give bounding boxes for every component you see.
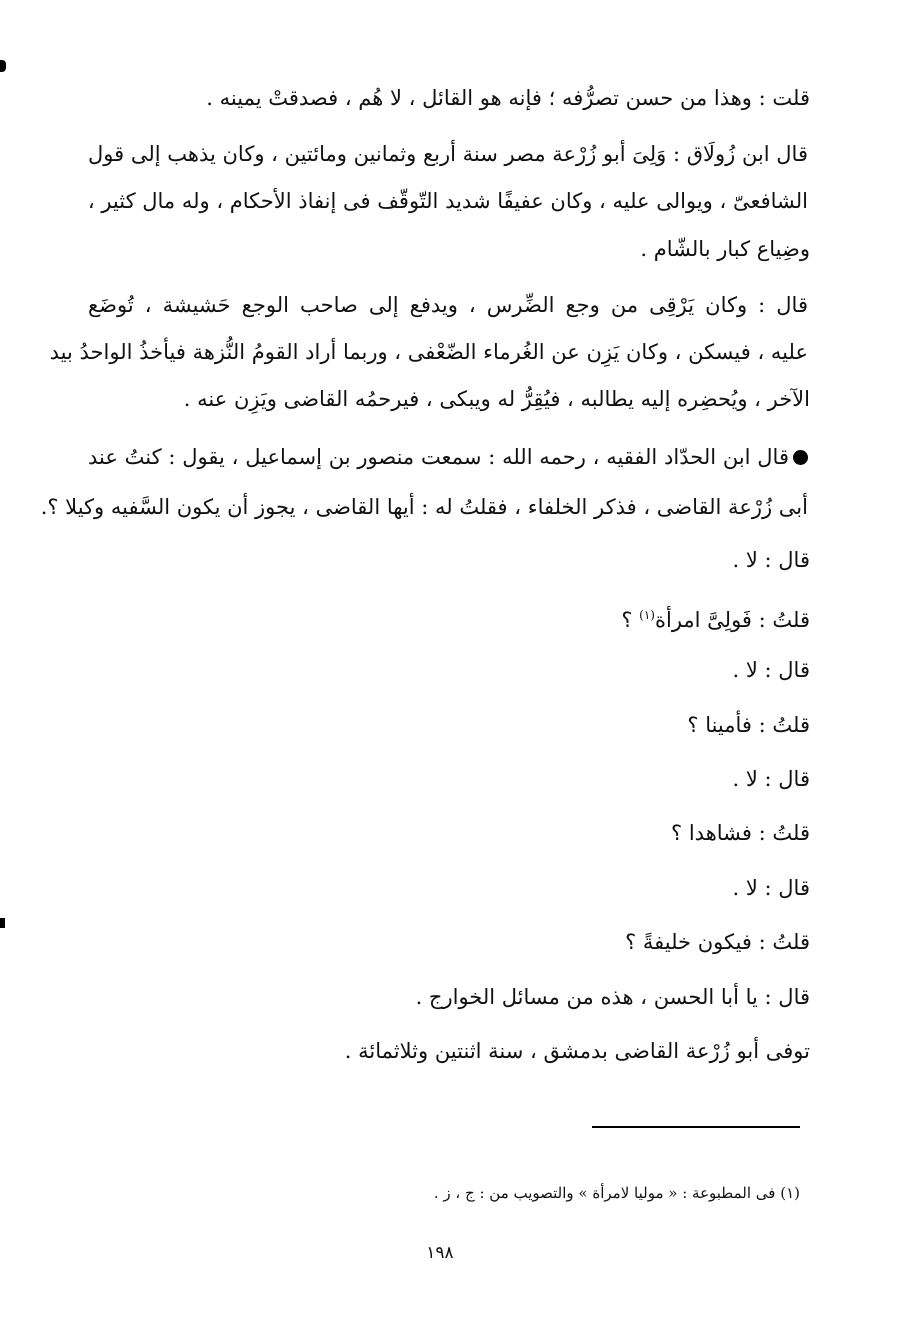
dialogue-question-mark: ؟ [621,608,633,632]
text-line: عليه ، فيسكن ، وكان يَزِن عن الغُرماء الضّعْفى ، وربما أراد القومُ النُّزهة فيأخذُ الواحدُ بيد [49,340,808,364]
footnote-separator [592,1126,800,1128]
text-line: قلت : وهذا من حسن تصرُّفه ؛ فإنه هو القائل ، لا هُم ، فصدقتْ يمينه . [206,86,810,110]
dialogue-line: قال : لا . [732,767,810,791]
text-line: وضِياع كبار بالشّام . [640,237,810,261]
dialogue-text: قلتُ : فَولِىَّ امرأة [654,608,810,632]
dialogue-line: قال : لا . [732,876,810,900]
dialogue-line: قلتُ : فيكون خليفةً ؟ [625,930,810,954]
text-line: توفى أبو زُرْعة القاضى بدمشق ، سنة اثنتين وثلاثمائة . [344,1039,810,1063]
footnote-marker: (١) [639,608,655,622]
edge-mark [0,60,6,72]
dialogue-line: قال : يا أبا الحسن ، هذه من مسائل الخوارج . [415,985,810,1009]
text-line [88,440,808,474]
text-line: قال : وكان يَرْقِى من وجع الضِّرس ، ويدفع إلى صاحب الوجع حَشيشة ، تُوضَع [88,293,808,317]
text-line-content: قال ابن الحدّاد الفقيه ، رحمه الله : سمعت منصور بن إسماعيل ، يقول : كنتُ عند [88,445,789,469]
footnote: (١) فى المطبوعة : « موليا لامرأة » والتصويب من : ج ، ز . [433,1184,800,1202]
page-number: ١٩٨ [426,1243,454,1263]
text-line: الآخر ، ويُحضِره إليه يطالبه ، فيُقِرُّ له ويبكى ، فيرحمُه القاضى ويَزِن عنه . [183,387,810,411]
dialogue-line: قلتُ : فأمينا ؟ [687,713,810,737]
text-line: الشافعىّ ، ويوالى عليه ، وكان عفيفًا شديد التّوقّف فى إنفاذ الأحكام ، وله مال كثير ، [87,189,808,213]
text-line: قال ابن زُولَاق : وَلِىَ أبو زُرْعة مصر سنة أربع وثمانين ومائتين ، وكان يذهب إلى قول [88,142,808,166]
dialogue-line: قال : لا . [732,658,810,682]
dialogue-line [621,598,810,632]
text-line: أبى زُرْعة القاضى ، فذكر الخلفاء ، فقلتُ له : أيها القاضى ، يجوز أن يكون السَّفيه وكيلا ؟. [40,495,808,519]
dialogue-line: قلتُ : فشاهدا ؟ [671,821,810,845]
edge-mark [0,918,5,928]
dialogue-line: قال : لا . [732,548,810,572]
bullet-icon [793,450,808,465]
